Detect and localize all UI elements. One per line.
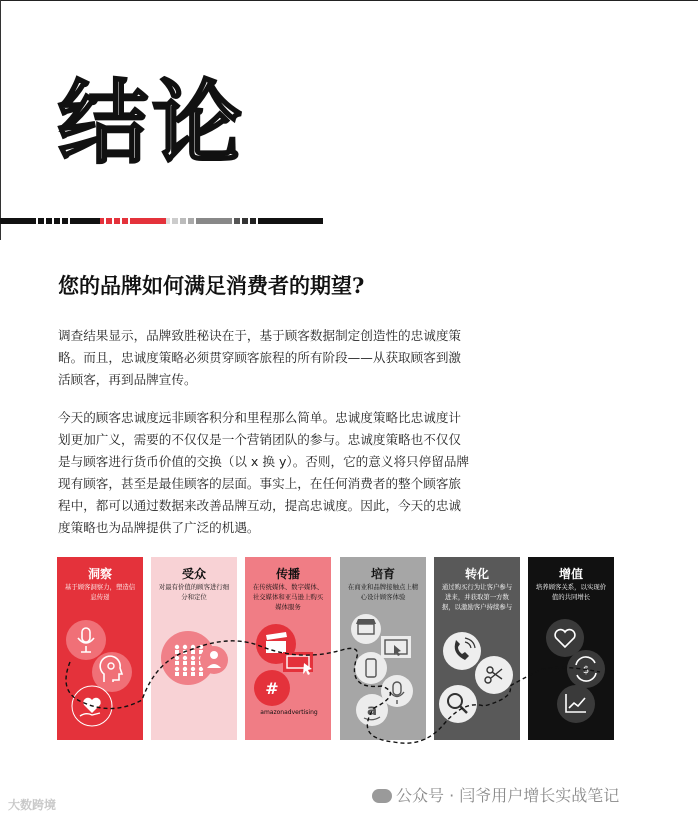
page-title: 结论 [58, 71, 246, 176]
brain-icon [92, 652, 132, 692]
amazon-advertising-label: amazonadvertising [260, 709, 318, 716]
stage-title: 培育 [370, 567, 395, 581]
paragraph-2: 今天的顾客忠诚度远非顾客积分和里程那么简单。忠诚度策略比忠诚度计划更加广义，需要的不仅仅是一个营销团队的参与。忠诚度策略也不仅仅是与顾客进行货币价值的交换（以 x 换 y）。否则，它的意义将只停留品牌现有顾客，甚至是最佳顾客的层面。事实上，在任何消费者的整个顾客旅程中，都可以通过数据来改善品牌互动，提高忠诚度。因此，今天的忠诚度策略也为品牌提供了广泛的机遇。 [58, 410, 470, 535]
stage-desc: 培养顾客关系，以实现价值的共同增长 [535, 583, 607, 601]
section-heading: 您的品牌如何满足消费者的期望? [58, 273, 365, 298]
stage-title: 增值 [558, 567, 583, 581]
stage-title: 转化 [464, 567, 489, 581]
stage-title: 受众 [181, 567, 206, 581]
store-icon [351, 614, 381, 644]
browser-cursor-icon [381, 636, 411, 658]
stage-title: 传播 [275, 567, 300, 581]
phone-touch-icon [443, 632, 481, 670]
stage-desc: 基于顾客洞察力，塑造信息传递 [64, 583, 136, 601]
stage-desc: 在传统媒体、数字媒体、社交媒体和亚马逊上购买媒体服务 [252, 583, 324, 611]
stage-title: 洞察 [87, 567, 112, 581]
journey-flow-path [66, 641, 600, 743]
microphone-icon [66, 620, 106, 660]
paragraph-1: 调查结果显示，品牌致胜秘诀在于，基于顾客数据制定创造性的忠诚度策略。而且，忠诚度策略必须贯穿顾客旅程的所有阶段——从获取顾客到激活顾客，再到品牌宣传。 [58, 328, 461, 387]
svg-text:#: # [265, 679, 279, 698]
magnifier-icon [439, 685, 477, 723]
growth-chart-icon [557, 685, 595, 723]
phone-icon [355, 652, 387, 684]
wechat-icon [372, 789, 392, 803]
amazon-icon [356, 694, 388, 726]
scissors-icon [475, 656, 513, 694]
stage-desc: 在商业和品牌接触点上精心设计顾客体验 [347, 583, 419, 601]
watermark-left: 大数跨境 [8, 798, 57, 812]
person-icon [200, 646, 228, 674]
hashtag-chat-icon [254, 670, 290, 706]
stage-desc: 对最有价值的顾客进行细分和定位 [158, 583, 230, 601]
stage-desc: 通过购买行为让客户参与进来，并获取第一方数据，以激励客户持续参与 [441, 583, 513, 611]
watermark-right [372, 783, 619, 806]
svg-text:$: $ [582, 665, 590, 676]
heart-icon [546, 619, 584, 657]
watermark-right-text: 公众号 · 闫爷用户增长实战笔记 [396, 786, 620, 805]
svg-text:a: a [366, 701, 378, 719]
